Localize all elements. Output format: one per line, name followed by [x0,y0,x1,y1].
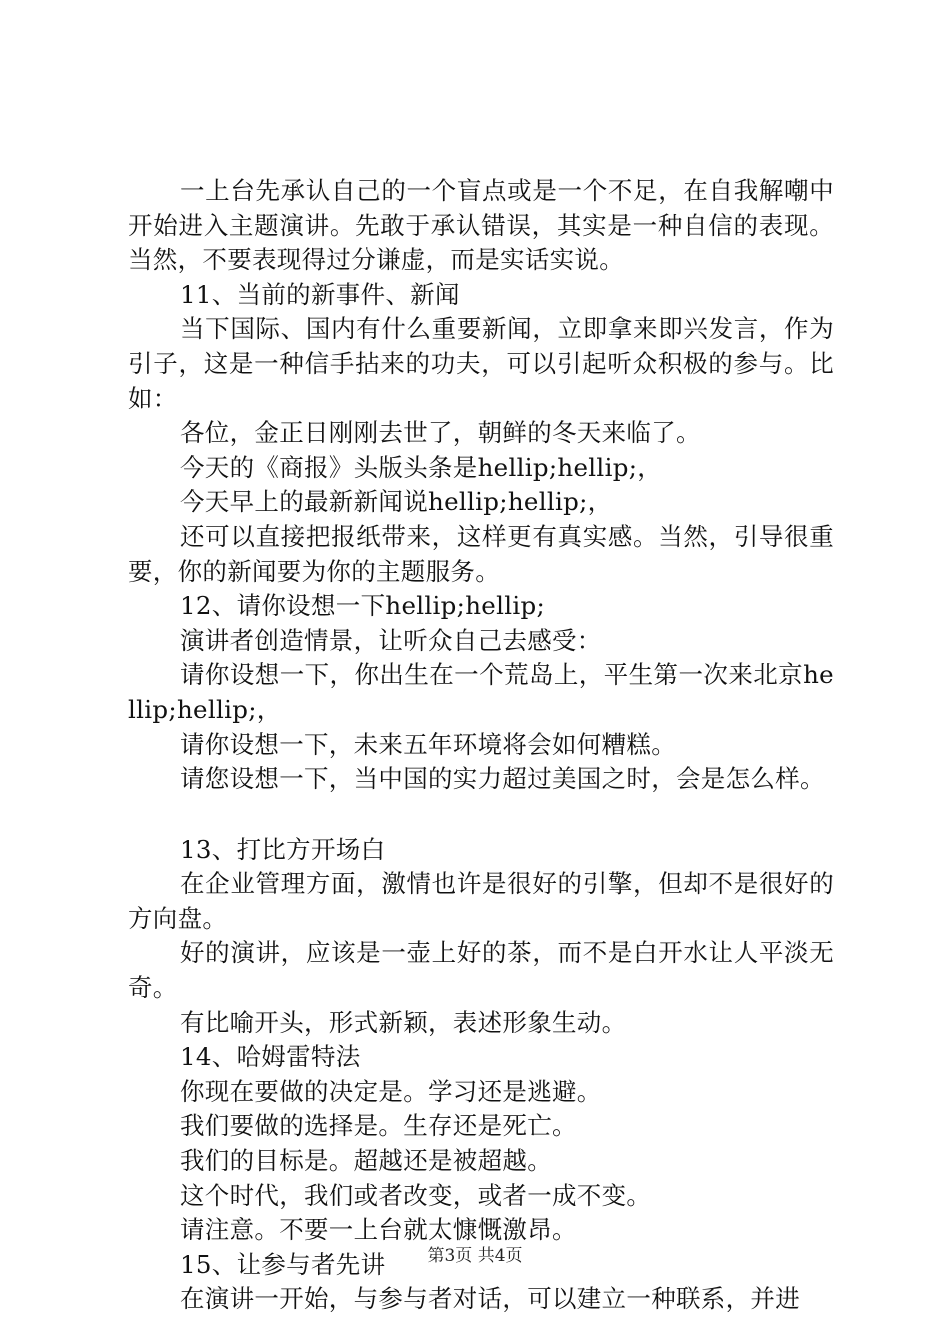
paragraph: 好的演讲，应该是一壶上好的茶，而不是白开水让人平淡无奇。 [128,938,834,1003]
paragraph: 你现在要做的决定是。学习还是逃避。 [180,1076,602,1106]
section-heading: 15、让参与者先讲 [180,1249,386,1279]
paragraph: 在企业管理方面，激情也许是很好的引擎，但却不是很好的方向盘。 [128,869,834,933]
paragraph: 请你设想一下，你出生在一个荒岛上，平生第一次来北京hellip;hellip;， [128,660,834,724]
paragraph: 这个时代，我们或者改变，或者一成不变。 [180,1180,652,1210]
section-heading: 12、请你设想一下hellip;hellip; [180,591,546,621]
paragraph: 请你设想一下，未来五年环境将会如何糟糕。 [180,729,676,759]
paragraph: 我们要做的选择是。生存还是死亡。 [180,1111,577,1141]
paragraph: 请注意。不要一上台就太慷慨激昂。 [180,1215,577,1245]
section-heading: 11、当前的新事件、新闻 [180,279,460,309]
paragraph: 各位，金正日刚刚去世了，朝鲜的冬天来临了。 [180,418,701,448]
paragraph: 今天早上的最新新闻说hellip;hellip;， [180,487,613,517]
paragraph: 演讲者创造情景，让听众自己去感受： [180,625,602,655]
paragraph: 今天的《商报》头版头条是hellip;hellip;， [180,452,663,482]
paragraph: 请您设想一下，当中国的实力超过美国之时，会是怎么样。 [180,764,825,794]
paragraph: 在演讲一开始，与参与者对话，可以建立一种联系，并进 [180,1284,800,1314]
paragraph: 有比喻开头，形式新颖，表述形象生动。 [180,1007,627,1037]
page-footer: 第3页 共4页 [427,1246,523,1266]
section-heading: 14、哈姆雷特法 [180,1042,361,1072]
document-body [128,174,834,1317]
section-heading: 13、打比方开场白 [180,834,386,864]
paragraph: 一上台先承认自己的一个盲点或是一个不足，在自我解嘲中开始进入主题演讲。先敢于承认错误，其实是一种自信的表现。当然，不要表现得过分谦虚，而是实话实说。 [128,176,834,275]
paragraph: 我们的目标是。超越还是被超越。 [180,1146,552,1176]
paragraph: 还可以直接把报纸带来，这样更有真实感。当然，引导很重要，你的新闻要为你的主题服务。 [128,521,834,586]
paragraph: 当下国际、国内有什么重要新闻，立即拿来即兴发言，作为引子，这是一种信手拈来的功夫，可以引起听众积极的参与。比如： [128,314,834,413]
